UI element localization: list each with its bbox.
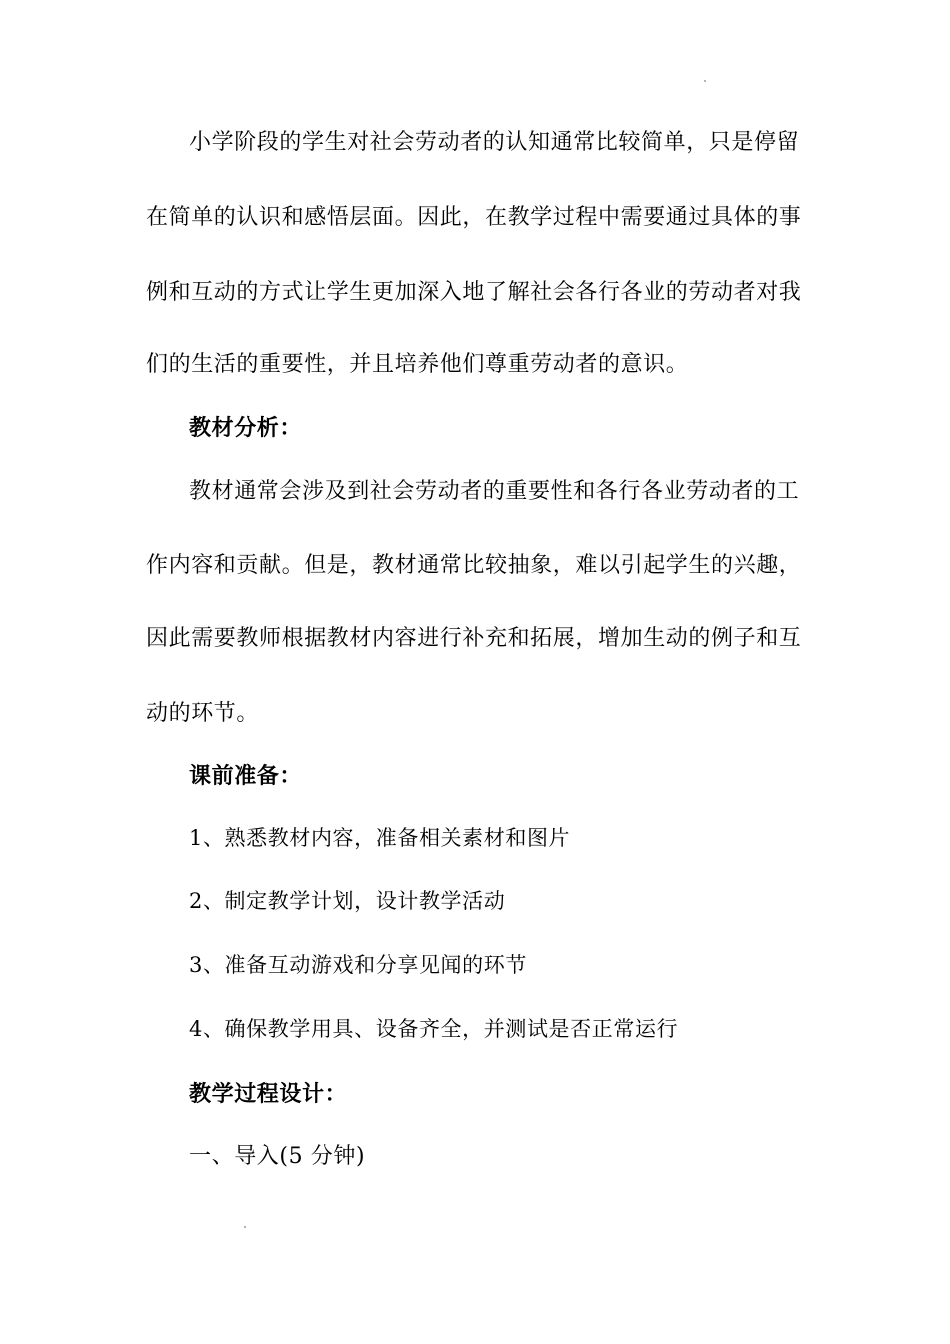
prep-item-4: 4、确保教学用具、设备齐全，并测试是否正常运行 [189,1017,679,1041]
prep-item-2: 2、制定教学计划，设计教学活动 [189,889,506,913]
paragraph-1-line-3: 例和互动的方式让学生更加深入地了解社会各行各业的劳动者对我 [146,280,802,305]
heading-process-design: 教学过程设计： [189,1082,348,1107]
paragraph-2-line-1: 教材通常会涉及到社会劳动者的重要性和各行各业劳动者的工 [189,479,800,504]
paragraph-1-line-1: 小学阶段的学生对社会劳动者的认知通常比较简单，只是停留 [189,130,800,155]
section-intro: 一、导入(5 分钟) [189,1144,366,1169]
paragraph-2-line-3: 因此需要教师根据教材内容进行补充和拓展，增加生动的例子和互 [146,626,802,651]
scan-speck-bottom [244,1226,246,1228]
prep-item-3: 3、准备互动游戏和分享见闻的环节 [189,953,527,977]
scan-speck-top [704,80,706,82]
paragraph-2-line-4: 动的环节。 [146,701,260,726]
paragraph-2-line-2: 作内容和贡献。但是，教材通常比较抽象，难以引起学生的兴趣， [146,553,802,578]
heading-preparation: 课前准备： [189,764,303,789]
prep-item-1: 1、熟悉教材内容，准备相关素材和图片 [189,826,571,850]
heading-analysis: 教材分析： [189,416,303,441]
paragraph-1-line-4: 们的生活的重要性，并且培养他们尊重劳动者的意识。 [146,352,689,377]
paragraph-1-line-2: 在简单的认识和感悟层面。因此，在教学过程中需要通过具体的事 [146,205,802,230]
